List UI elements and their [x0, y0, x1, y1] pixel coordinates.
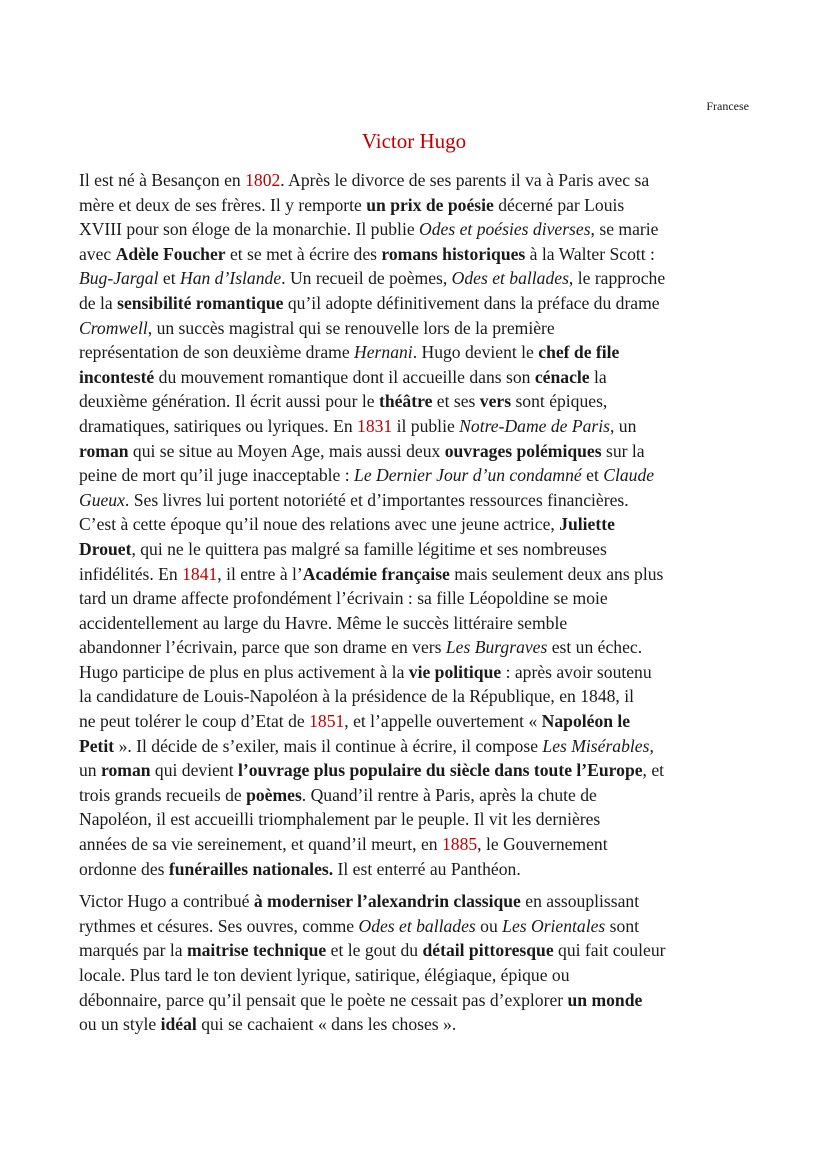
text-segment: ou [475, 915, 503, 936]
text-segment: peine de mort qu’il juge inacceptable : [79, 465, 355, 486]
text-segment: représentation de son deuxième drame [79, 342, 355, 363]
text-line [79, 988, 751, 1013]
italic-text: Notre-Dame de Paris [459, 415, 610, 436]
bold-text: sensibilité romantique [117, 292, 284, 313]
italic-text: Les Misérables [542, 735, 650, 756]
italic-text: Odes et ballades [451, 268, 569, 289]
paragraph [79, 168, 751, 881]
highlighted-year: 1841 [182, 563, 218, 584]
text-segment: Napoléon, il est accueilli triomphalement par le peuple. Il vit les dernières [79, 809, 601, 830]
text-segment: Victor Hugo a contribué [79, 891, 254, 912]
text-segment: tard un drame affecte profondément l’écrivain : sa fille Léopoldine se moie [79, 588, 608, 609]
italic-text: Claude [603, 465, 655, 486]
highlighted-year: 1851 [309, 711, 345, 732]
text-segment: . Un recueil de poèmes, [281, 268, 452, 289]
text-line [79, 316, 751, 341]
text-segment: sont épiques, [511, 391, 608, 412]
text-segment: ordonne des [79, 858, 169, 879]
text-segment: . Hugo devient le [412, 342, 539, 363]
text-line [79, 709, 751, 734]
bold-text: vers [479, 391, 512, 412]
text-segment: mais seulement deux ans plus [449, 563, 664, 584]
bold-text: ouvrages polémiques [444, 440, 602, 461]
text-segment: accidentellement au large du Havre. Même le succès littéraire semble [79, 612, 568, 633]
text-segment: qui se situe au Moyen Age, mais aussi deux [128, 440, 445, 461]
text-segment: ou un style [79, 1014, 161, 1035]
text-segment: , [649, 735, 654, 756]
text-line [79, 562, 751, 587]
text-segment: en assouplissant [520, 891, 640, 912]
bold-text: détail pittoresque [422, 940, 554, 961]
text-segment: . Après le divorce de ses parents il va à Paris avec sa [280, 170, 650, 190]
bold-text: incontesté [79, 366, 155, 387]
text-segment: la candidature de Louis-Napoléon à la présidence de la République, en 1848, il [79, 686, 634, 707]
text-segment: la [589, 366, 607, 387]
italic-text: Gueux [79, 489, 125, 510]
text-line [79, 340, 751, 365]
text-line [79, 660, 751, 685]
bold-text: un prix de poésie [366, 194, 494, 215]
text-segment: et le gout du [326, 940, 423, 961]
text-segment: mère et deux de ses frères. Il y remporte [79, 194, 367, 215]
bold-text: romans historiques [381, 243, 526, 264]
text-segment: marqués par la [79, 940, 187, 961]
text-line [79, 537, 751, 562]
text-segment: ne peut tolérer le coup d’Etat de [79, 711, 310, 732]
text-segment: et [581, 465, 604, 486]
page-title: Victor Hugo [361, 129, 467, 153]
text-segment: , il entre à l’ [217, 563, 303, 584]
text-line [79, 889, 751, 914]
text-line [79, 783, 751, 808]
text-segment: , le Gouvernement [477, 834, 608, 855]
text-line [79, 365, 751, 390]
text-line [79, 914, 751, 939]
text-line [79, 389, 751, 414]
highlighted-year: 1885 [441, 834, 478, 855]
text-line [79, 488, 751, 513]
text-segment: sur la [601, 440, 645, 461]
bold-text: funérailles nationales. [168, 858, 334, 879]
document-body [79, 168, 751, 1037]
text-segment: il publie [392, 415, 460, 436]
text-segment: de la [79, 292, 118, 313]
text-segment: et se met à écrire des [225, 243, 382, 264]
text-line [79, 611, 751, 636]
text-segment: locale. Plus tard le ton devient lyrique, satirique, élégiaque, épique ou [79, 965, 570, 985]
text-segment: sont [605, 915, 640, 936]
italic-text: Hernani [354, 342, 413, 363]
text-segment: , se marie [590, 219, 659, 240]
italic-text: Le Dernier Jour d’un condamné [354, 465, 582, 486]
text-line [79, 586, 751, 611]
text-segment: C’est à cette époque qu’il noue des relations avec une jeune actrice, [79, 514, 560, 535]
text-line [79, 439, 751, 464]
text-segment: qui devient [150, 760, 238, 781]
paragraph [79, 889, 751, 1037]
text-segment: et ses [432, 391, 480, 412]
text-segment: décerné par Louis [493, 194, 625, 215]
italic-text: Bug-Jargal [79, 268, 159, 289]
text-segment: Il est enterré au Panthéon. [333, 858, 521, 879]
text-segment: , un [610, 415, 637, 436]
text-line [79, 938, 751, 963]
bold-text: Adèle Foucher [115, 243, 226, 264]
italic-text: Cromwell [79, 317, 148, 338]
text-line [79, 217, 751, 242]
text-line [79, 1012, 751, 1037]
text-segment: , et l’appelle ouvertement « [344, 711, 542, 732]
text-segment: du mouvement romantique dont il accueille dans son [154, 366, 535, 387]
highlighted-year: 1802 [245, 170, 281, 190]
text-segment: : après avoir soutenu [501, 661, 652, 682]
text-segment: débonnaire, parce qu’il pensait que le poète ne cessait pas d’explorer [79, 989, 568, 1010]
text-line [79, 857, 751, 882]
bold-text: Petit [79, 735, 115, 756]
text-line [79, 193, 751, 218]
text-segment: rythmes et césures. Ses ouvres, comme [79, 915, 359, 936]
text-segment: et [158, 268, 180, 289]
text-segment: , le rapproche [568, 268, 666, 289]
text-line [79, 832, 751, 857]
text-segment: XVIII pour son éloge de la monarchie. Il publie [79, 219, 420, 240]
text-line [79, 684, 751, 709]
text-line [79, 463, 751, 488]
text-segment: infidélités. En [79, 563, 183, 584]
text-segment: , qui ne le quittera pas malgré sa famille légitime et ses nombreuses [131, 538, 607, 559]
bold-text: poèmes [246, 784, 302, 805]
italic-text: Han d’Islande [179, 268, 282, 289]
text-line [79, 512, 751, 537]
page-header-label: Francese [706, 99, 749, 113]
text-segment: dramatiques, satiriques ou lyriques. En [79, 415, 358, 436]
text-line [79, 758, 751, 783]
italic-text: Les Orientales [502, 915, 606, 936]
text-line [79, 963, 751, 988]
bold-text: l’ouvrage plus populaire du siècle dans toute l’Europe [238, 760, 643, 781]
bold-text: à moderniser l’alexandrin classique [253, 891, 521, 912]
text-segment: . Quand’il rentre à Paris, après la chute de [301, 784, 597, 805]
bold-text: Académie française [302, 563, 450, 584]
bold-text: roman [101, 760, 151, 781]
text-segment: trois grands recueils de [79, 784, 247, 805]
text-segment: qui fait couleur [553, 940, 666, 961]
text-line [79, 266, 751, 291]
text-segment: . Ses livres lui portent notoriété et d’importantes ressources financières. [124, 489, 629, 510]
bold-text: Juliette [559, 514, 615, 535]
text-segment: qui se cachaient « dans les choses ». [196, 1014, 457, 1035]
bold-text: théâtre [378, 391, 433, 412]
text-segment: Hugo participe de plus en plus activement à la [79, 661, 409, 682]
text-line [79, 168, 751, 193]
bold-text: idéal [160, 1014, 197, 1035]
bold-text: roman [79, 440, 129, 461]
highlighted-year: 1831 [357, 415, 393, 436]
text-segment: un [79, 760, 101, 781]
text-line [79, 414, 751, 439]
italic-text: Les Burgraves [445, 637, 548, 658]
text-line [79, 242, 751, 267]
italic-text: Odes et poésies diverses [419, 219, 591, 240]
text-segment: , et [642, 760, 665, 781]
bold-text: vie politique [408, 661, 502, 682]
text-segment: abandonner l’écrivain, parce que son drame en vers [79, 637, 446, 658]
text-segment: qu’il adopte définitivement dans la préface du drame [283, 292, 660, 313]
italic-text: Odes et ballades [358, 915, 476, 936]
text-line [79, 807, 751, 832]
text-line [79, 734, 751, 759]
bold-text: maitrise technique [186, 940, 327, 961]
bold-text: cénacle [534, 366, 590, 387]
text-segment: est un échec. [547, 637, 643, 658]
text-segment: années de sa vie sereinement, et quand’il meurt, en [79, 834, 442, 855]
bold-text: chef de file [538, 342, 620, 363]
text-segment: , un succès magistral qui se renouvelle lors de la première [147, 317, 555, 338]
text-segment: Il est né à Besançon en [79, 170, 246, 190]
text-line [79, 635, 751, 660]
bold-text: un monde [567, 989, 643, 1010]
text-segment: à la Walter Scott : [525, 243, 655, 264]
text-line [79, 291, 751, 316]
bold-text: Drouet [79, 538, 132, 559]
text-segment: deuxième génération. Il écrit aussi pour le [79, 391, 379, 412]
text-segment: ». Il décide de s’exiler, mais il continue à écrire, il compose [114, 735, 543, 756]
text-segment: avec [79, 243, 116, 264]
bold-text: Napoléon le [541, 711, 631, 732]
